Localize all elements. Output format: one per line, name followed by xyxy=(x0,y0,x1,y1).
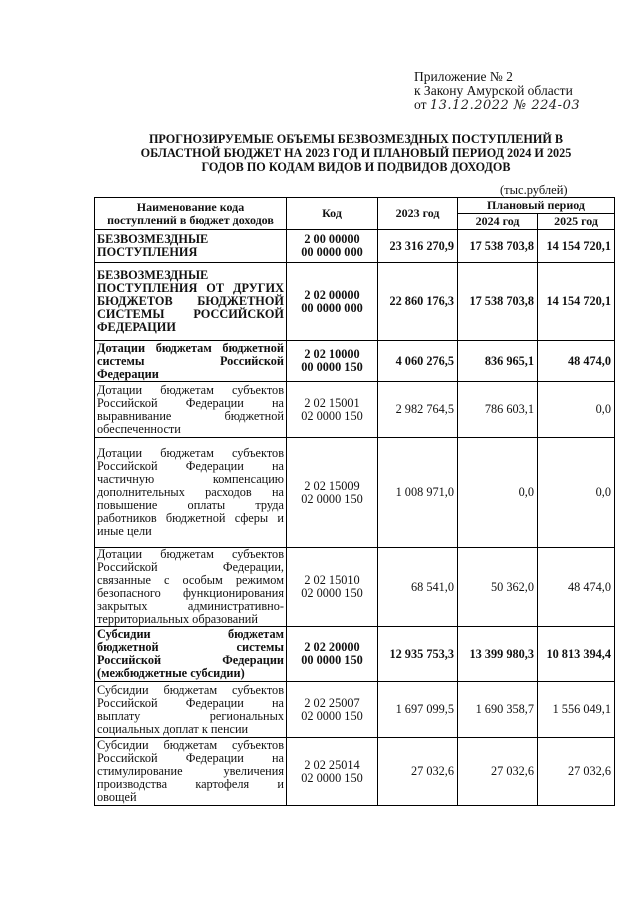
cell-2025: 0,0 xyxy=(538,438,615,548)
cell-name-line: Российской Федерации на xyxy=(97,695,284,710)
header-name-line-2: поступлений в бюджет доходов xyxy=(107,212,274,227)
cell-code-line: 00 0000 150 xyxy=(301,653,363,667)
table-row xyxy=(95,230,615,263)
header-name-line-1: Наименование кода xyxy=(136,199,245,214)
cell-name-line: выравнивание бюджетной xyxy=(97,408,284,423)
cell-name-line: БЕЗВОЗМЕЗДНЫЕ xyxy=(97,268,209,282)
cell-code-line: 02 0000 150 xyxy=(301,491,363,506)
cell-name xyxy=(95,230,287,263)
cell-name-line: Федерации xyxy=(97,366,159,381)
cell-name-line: Дотации бюджетам субъектов xyxy=(97,547,284,561)
cell-name-line: Российской Федерации на xyxy=(97,395,284,410)
cell-name xyxy=(95,263,287,341)
cell-code-line: 2 02 15010 xyxy=(304,573,360,587)
cell-name-line: (межбюджетные субсидии) xyxy=(97,666,245,680)
appendix-number: Приложение № 2 xyxy=(414,69,513,84)
cell-name-line: закрытых административно- xyxy=(97,599,284,613)
cell-name-line: частичную компенсацию xyxy=(97,472,284,486)
cell-name xyxy=(95,438,287,548)
cell-2025: 48 474,0 xyxy=(538,341,615,382)
cell-name-line: БЮДЖЕТОВ БЮДЖЕТНОЙ xyxy=(97,294,284,308)
cell-name-line: Субсидии бюджетам xyxy=(97,627,284,641)
cell-name-line: стимулирование увеличения xyxy=(97,764,284,778)
table-row xyxy=(95,438,615,548)
cell-name-line: иные цели xyxy=(97,524,152,538)
cell-name xyxy=(95,548,287,627)
appendix-law: к Закону Амурской области xyxy=(414,83,573,98)
cell-2025: 1 556 049,1 xyxy=(538,682,615,738)
cell-name-line: БЕЗВОЗМЕЗДНЫЕ xyxy=(97,232,209,246)
cell-name-line: безопасного функционирования xyxy=(97,586,284,600)
appendix-date-prefix: от xyxy=(414,97,427,112)
cell-name xyxy=(95,627,287,682)
cell-name xyxy=(95,382,287,438)
cell-code xyxy=(287,682,378,738)
cell-code-line: 00 0000 150 xyxy=(301,360,363,374)
cell-2024: 1 690 358,7 xyxy=(458,682,538,738)
cell-name-line: Дотации бюджетам субъектов xyxy=(97,446,284,460)
cell-2023: 1 697 099,5 xyxy=(378,682,458,738)
title-line-3: ГОДОВ ПО КОДАМ ВИДОВ И ПОДВИДОВ ДОХОДОВ xyxy=(201,160,511,174)
cell-2023: 4 060 276,5 xyxy=(378,341,458,382)
header-code: Код xyxy=(287,198,378,230)
cell-name-line: обеспеченности xyxy=(97,421,181,436)
cell-name xyxy=(95,341,287,382)
cell-code-line: 02 0000 150 xyxy=(301,708,363,723)
cell-code xyxy=(287,548,378,627)
cell-code-line: 02 0000 150 xyxy=(301,770,363,785)
cell-name-line: ПОСТУПЛЕНИЯ xyxy=(97,245,198,259)
cell-name-line: системы Российской xyxy=(97,353,284,368)
cell-name-line: связанные с особым режимом xyxy=(97,573,284,587)
document-title xyxy=(100,132,612,174)
cell-2024: 13 399 980,3 xyxy=(458,627,538,682)
cell-2023: 22 860 176,3 xyxy=(378,263,458,341)
table-row xyxy=(95,382,615,438)
cell-code-line: 00 0000 000 xyxy=(301,300,363,315)
cell-2023: 68 541,0 xyxy=(378,548,458,627)
cell-2024: 17 538 703,8 xyxy=(458,263,538,341)
cell-2025: 48 474,0 xyxy=(538,548,615,627)
cell-code-line: 2 02 25014 xyxy=(304,757,360,772)
cell-name xyxy=(95,738,287,806)
cell-2025: 0,0 xyxy=(538,382,615,438)
cell-2023: 2 982 764,5 xyxy=(378,382,458,438)
cell-code xyxy=(287,438,378,548)
cell-code-line: 2 02 00000 xyxy=(304,287,360,302)
cell-2023: 1 008 971,0 xyxy=(378,438,458,548)
cell-code-line: 02 0000 150 xyxy=(301,586,363,600)
cell-code xyxy=(287,263,378,341)
cell-name-line: выплату региональных xyxy=(97,708,284,723)
table-row xyxy=(95,341,615,382)
cell-2024: 0,0 xyxy=(458,438,538,548)
table-body xyxy=(95,230,615,806)
cell-name-line: Российской Федерации, xyxy=(97,560,284,574)
cell-2024: 836 965,1 xyxy=(458,341,538,382)
cell-code-line: 2 00 00000 xyxy=(304,232,360,246)
cell-2025: 14 154 720,1 xyxy=(538,263,615,341)
table-row xyxy=(95,682,615,738)
cell-code xyxy=(287,627,378,682)
cell-name xyxy=(95,682,287,738)
header-2025: 2025 год xyxy=(538,214,615,230)
cell-code-line: 2 02 10000 xyxy=(304,347,360,361)
cell-2024: 17 538 703,8 xyxy=(458,230,538,263)
cell-name-line: Субсидии бюджетам субъектов xyxy=(97,738,284,752)
cell-2025: 10 813 394,4 xyxy=(538,627,615,682)
cell-name-line: Субсидии бюджетам субъектов xyxy=(97,682,284,697)
cell-2024: 27 032,6 xyxy=(458,738,538,806)
cell-code xyxy=(287,230,378,263)
cell-name-line: бюджетной системы xyxy=(97,640,284,654)
table-row xyxy=(95,738,615,806)
cell-2023: 23 316 270,9 xyxy=(378,230,458,263)
cell-name-line: Российской Федерации xyxy=(97,653,284,667)
cell-name-line: Дотации бюджетам бюджетной xyxy=(97,340,284,355)
cell-name-line: Дотации бюджетам субъектов xyxy=(97,382,284,397)
cell-code-line: 2 02 20000 xyxy=(304,640,360,654)
table-row xyxy=(95,263,615,341)
cell-name-line: ПОСТУПЛЕНИЯ ОТ ДРУГИХ xyxy=(97,281,284,295)
cell-2024: 786 603,1 xyxy=(458,382,538,438)
cell-code-line: 00 0000 000 xyxy=(301,245,363,259)
cell-2024: 50 362,0 xyxy=(458,548,538,627)
cell-name-line: территориальных образований xyxy=(97,612,258,626)
appendix-date-line xyxy=(414,98,580,113)
unit-label: (тыс.рублей) xyxy=(500,183,568,197)
cell-code-line: 02 0000 150 xyxy=(301,408,363,423)
cell-2023: 27 032,6 xyxy=(378,738,458,806)
cell-code-line: 2 02 25007 xyxy=(304,695,360,710)
revenue-table xyxy=(94,197,615,806)
cell-2025: 27 032,6 xyxy=(538,738,615,806)
header-name xyxy=(95,198,287,230)
header-2024: 2024 год xyxy=(458,214,538,230)
cell-code-line: 2 02 15009 xyxy=(304,478,360,493)
title-line-1: ПРОГНОЗИРУЕМЫЕ ОБЪЕМЫ БЕЗВОЗМЕЗДНЫХ ПОСТУПЛЕНИЙ В xyxy=(148,132,564,146)
cell-name-line: Российской Федерации на xyxy=(97,751,284,765)
header-2023: 2023 год xyxy=(378,198,458,230)
cell-name-line: Российской Федерации на xyxy=(97,459,284,473)
table-row xyxy=(95,548,615,627)
cell-name-line: овощей xyxy=(97,790,137,804)
cell-code xyxy=(287,738,378,806)
appendix-header xyxy=(414,70,580,113)
cell-name-line: работников бюджетной сферы и xyxy=(97,511,284,525)
cell-name-line: социальных доплат к пенсии xyxy=(97,721,249,736)
cell-name-line: производства картофеля и xyxy=(97,777,284,791)
cell-code-line: 2 02 15001 xyxy=(304,395,360,410)
handwritten-date-number: 13.12.2022 № 224-03 xyxy=(429,98,581,113)
header-plan-period: Плановый период xyxy=(458,198,615,214)
cell-name-line: повышение оплаты труда xyxy=(97,498,284,512)
cell-2025: 14 154 720,1 xyxy=(538,230,615,263)
cell-code xyxy=(287,382,378,438)
title-line-2: ОБЛАСТНОЙ БЮДЖЕТ НА 2023 ГОД И ПЛАНОВЫЙ ПЕРИОД 2024 И 2025 xyxy=(140,146,572,160)
cell-name-line: дополнительных расходов на xyxy=(97,485,284,499)
cell-2023: 12 935 753,3 xyxy=(378,627,458,682)
cell-name-line: ФЕДЕРАЦИИ xyxy=(97,320,176,334)
table-row xyxy=(95,627,615,682)
cell-code xyxy=(287,341,378,382)
cell-name-line: СИСТЕМЫ РОССИЙСКОЙ xyxy=(97,307,284,321)
